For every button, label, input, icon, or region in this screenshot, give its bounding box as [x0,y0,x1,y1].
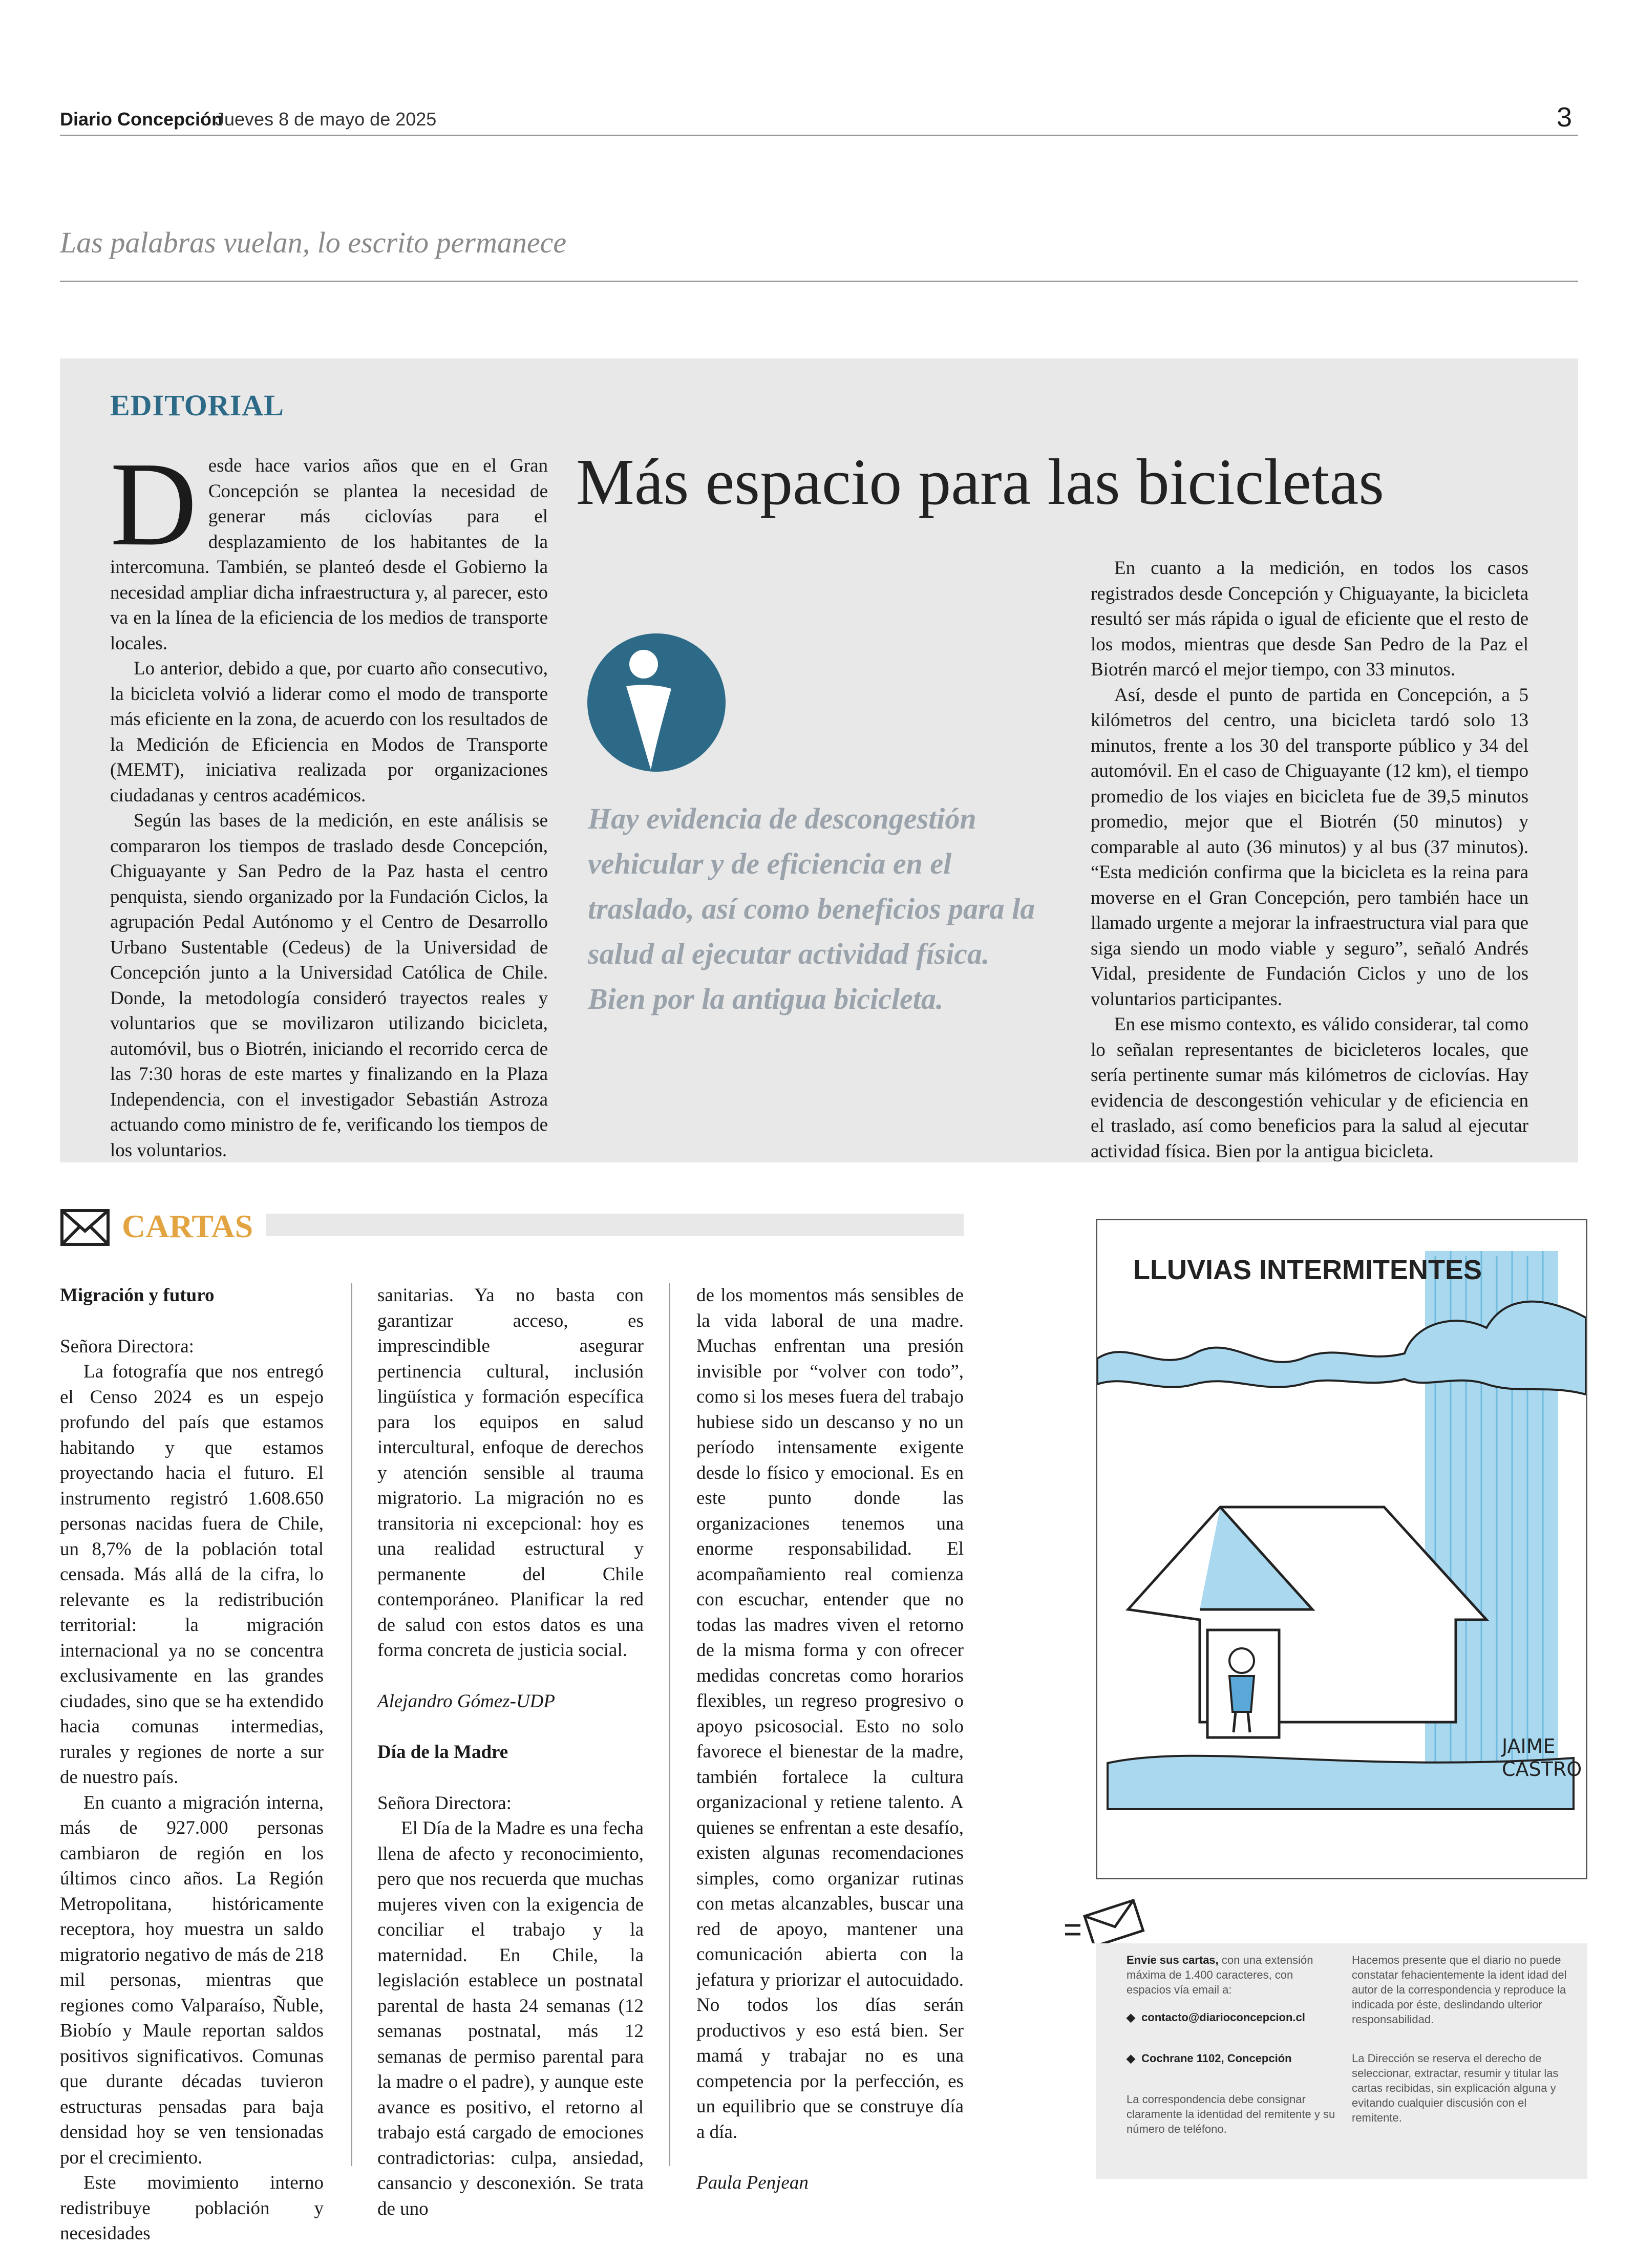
cartas-bar [266,1214,964,1236]
editorial-paragraph: Así, desde el punto de partida en Concepción, a 5 kilómetros del centro, una bicicleta tardó solo 13 minutos, frente a los 30 del transporte público y 34 del automóvil. En el caso de Chiguayante (12 km), el tiempo promedio de los viajes en bicicleta fue de 39,5 minutos promedio, mejor que el Biotrén (50 minutos) y comparable al auto (36 minutos) y al bus (37 minutos). “Esta medición confirma que la bicicleta es la reina para moverse en el Gran Concepción, pero también hace un llamado urgente a mejorar la infraestructura vial para que siga siendo un modo viable y seguro”, señaló Andrés Vidal, presidente de Fundación Ciclos y uno de los voluntarios participantes. [1091,684,1528,1010]
drop-cap: D [110,437,197,570]
column-divider [669,1283,670,2166]
mailbox-note-right-1: Hacemos presente que el diario no puede constatar fehacientemente la ident idad del autor de la correspondencia y reproduce la indicada por éste, deslindando ulterior responsabilidad. [1352,1954,1567,2026]
letter-paragraph: Este movimiento interno redistribuye población y necesidades [60,2172,324,2244]
column-divider [351,1283,352,2166]
mailbox-info [1096,1943,1587,2179]
mailbox-address: Cochrane 1102, Concepción [1141,2052,1292,2065]
letter-signature: Paula Penjean [696,2172,809,2193]
mailbox-email-row: ◆ contacto@diarioconcepcion.cl [1127,2011,1305,2024]
letter-paragraph: sanitarias. Ya no basta con garantizar acceso, es imprescindible asegurar pertinencia cultural, inclusión lingüística y formación específica para los equipos en salud intercultural, enfoque de derechos y atención sensible al trauma migratorio. La migración no es transitoria ni excepcional: hoy es una realidad estructural y permanente del Chile contemporáneo. Planificar la red de salud con estos datos es una forma concreta de justicia social. [377,1285,644,1661]
letters-column-2 [377,1283,644,2221]
mailbox-intro-bold: Envíe sus cartas, [1127,1954,1219,1966]
cartoon-signature-line1: JAIME [1502,1735,1556,1757]
letter-salutation: Señora Directora: [60,1336,194,1357]
editorial-label: EDITORIAL [110,389,284,422]
mail-icon [1065,1897,1147,1943]
section-motto: Las palabras vuelan, lo escrito permanece [60,226,567,259]
page-number: 3 [1557,102,1573,133]
editorial-paragraph: Según las bases de la medición, en este análisis se compararon los tiempos de traslado desde Concepción, Chiguayante y San Pedro de la Paz hasta el centro penquista, siendo organizado por la Fundación Ciclos, la agrupación Pedal Autónomo y el Centro de Desarrollo Urbano Sustentable (Cedeus) de la Universidad de Concepción junto a la Universidad Católica de Chile. Donde, la metodología consideró trayectos reales y voluntarios que se movilizaron utilizando bicicleta, automóvil, bus o Biotrén, iniciando el recorrido cerca de las 7:30 horas de este martes y finalizando en la Plaza Independencia, con el investigador Sebastián Astroza actuando como ministro de fe, verificando los tiempos de los voluntarios. [110,810,548,1161]
mailbox-email[interactable]: contacto@diarioconcepcion.cl [1141,2011,1305,2024]
mailbox-intro [1127,1953,1331,1997]
editorial-headline: Más espacio para las bicicletas [576,446,1384,518]
editorial-pull-quote: Hay evidencia de descongestión vehicular y de eficiencia en el traslado, así como beneficios para la salud al ejecutar actividad física. Bien por la antigua bicicleta. [588,802,1035,1015]
letters-column-1 [60,1283,324,2246]
letter-paragraph: La fotografía que nos entregó el Censo 2024 es un espejo profundo del país que estamos habitando y que estamos proyectando hacia el futuro. El instrumento registró 1.608.650 personas nacidas fuera de Chile, un 8,7% de la población total censada. Más allá de la cifra, lo relevante es la redistribución territorial: la migración internacional ya no se concentra exclusivamente en las grandes ciudades, sino que se ha extendido hacia comunas intermedias, rurales y regiones de norte a sur de nuestro país. [60,1361,324,1788]
letter-paragraph: En cuanto a migración interna, más de 927.000 personas cambiaron de región en los últimos cinco años. La Región Metropolitana, históricamente receptora, hoy muestra un saldo migratorio negativo de más de 218 mil personas, mientras que regiones como Valparaíso, Ñuble, Biobío y Maule reportan saldos positivos significativos. Comunas que durante décadas tuvieron estructuras pensadas para baja densidad hoy se ven tensionadas por el crecimiento. [60,1792,324,2168]
editorial-paragraph: Lo anterior, debido a que, por cuarto año consecutivo, la bicicleta volvió a liderar como el modo de transporte más eficiente en la zona, de acuerdo con los resultados de la Medición de Eficiencia en Modos de Transporte (MEMT), iniciativa realizada por organizaciones ciudadanas y centros académicos. [110,658,548,806]
letter-signature: Alejandro Gómez-UDP [377,1690,555,1712]
letters-column-3 [696,1283,964,2221]
envelope-icon [60,1209,110,1246]
editorial-paragraph: En ese mismo contexto, es válido considerar, tal como lo señalan representantes de bicicleteros locales, que sería pertinente sumar más kilómetros de ciclovías. Hay evidencia de descongestión vehicular y de eficiencia en el traslado, así como beneficios para la salud al ejecutar actividad física. Bien por la antigua bicicleta. [1091,1014,1528,1162]
mailbox-note-left: La correspondencia debe consignar claramente la identidad del remitente y su número de teléfono. [1127,2093,1335,2135]
editorial-left-column [110,437,548,1163]
cartas-label: CARTAS [122,1208,253,1244]
motto-rule [60,281,1578,282]
cartoon-illustration [1097,1220,1586,1878]
letter-title: Día de la Madre [377,1742,508,1763]
mailbox-address-row: ◆ Cochrane 1102, Concepción [1127,2052,1292,2065]
cartoon-panel [1096,1219,1587,1879]
mailbox-note-right-2: La Dirección se reserva el derecho de seleccionar, extractar, resumir y titular las cartas recibidas, sin explicación alguna y evitando cualquier discusión con el remitente. [1352,2052,1559,2124]
cartoon-signature-line2: CASTRO [1502,1758,1582,1781]
editorial-first-paragraph [110,437,548,656]
letter-salutation: Señora Directora: [377,1792,512,1814]
letter-paragraph: El Día de la Madre es una fecha llena de afecto y reconocimiento, pero que nos recuerda que muchas mujeres viven con la exigencia de conciliar el trabajo y la maternidad. En Chile, la legislación establece un postnatal parental de hasta 24 semanas (12 semanas postnatal, más 12 semanas de permiso parental para la madre o el padre), y aunque este avance es positivo, el retorno al trabajo está cargado de emociones contradictorias: culpa, ansiedad, cansancio y desconexión. Se trata de uno [377,1818,644,2219]
editorial-paragraph: En cuanto a la medición, en todos los casos registrados desde Concepción y Chiguayante, la bicicleta resultó ser más rápida o igual de eficiente que el resto de los modos, mientras que desde San Pedro de la Paz el Biotrén marcó el mejor tiempo, con 33 minutos. [1091,558,1528,680]
cartoon-title: LLUVIAS INTERMITENTES [1133,1255,1482,1285]
letter-paragraph: de los momentos más sensibles de la vida laboral de una madre. Muchas enfrentan una presión invisible por “volver con todo”, como si los meses fuera del trabajo hubiese sido un descanso y no un período intensamente exigente desde lo físico y emocional. Es en este punto donde las organizaciones tenemos una enorme responsabilidad. El acompañamiento real comienza con escuchar, entender que no todas las madres viven el retorno de la misma forma y con ofrecer medidas concretas como horarios flexibles, un regreso progresivo o apoyo psicosocial. Esto no solo favorece el bienestar de la madre, también fortalece la cultura organizacional y retiene talento. A quienes se enfrentan a este desafío, existen algunas recomendaciones simples, como organizar rutinas con metas alcanzables, buscar una red de apoyo, mantener una comunicación abierta con la jefatura y priorizar el autocuidado. No todos los días serán productivos y eso está bien. Ser mamá y trabajar no es una competencia por la perfección, es un equilibrio que se construye día a día. [696,1285,964,2143]
editorial-right-column [1091,556,1528,1164]
newspaper-name: Diario Concepción [60,109,223,130]
issue-date: Jueves 8 de mayo de 2025 [215,109,437,130]
header-rule [60,135,1578,136]
mailbox-intro-text: con una extensión máxima de 1.400 caracteres, con espacios vía email a: [1127,1954,1313,1996]
first-paragraph-text: esde hace varios años que en el Gran Concepción se plantea la necesidad de generar más ciclovías para el desplazamiento de los habitantes de la intercomuna. También, se planteó desde el Gobierno la necesidad ampliar dicha infraestructura y, al parecer, esto va en la línea de la eficiencia de los medios de transporte locales. [110,455,548,654]
info-icon [586,632,727,773]
letter-title: Migración y futuro [60,1285,215,1306]
